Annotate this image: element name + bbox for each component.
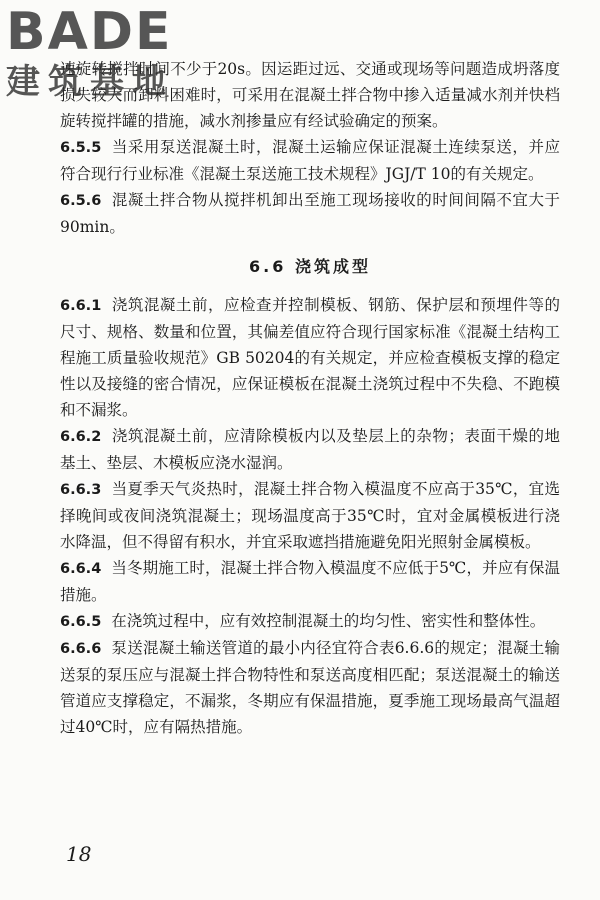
clause-number: 6.5.5: [60, 140, 102, 156]
clause-number: 6.6.3: [60, 482, 102, 498]
clause-6-5-5: [60, 134, 560, 187]
clause-text: 浇筑混凝土前，应检查并控制模板、钢筋、保护层和预埋件等的尺寸、规格、数量和位置，其偏差值应符合现行国家标准《混凝土结构工程施工质量验收规范》GB 50204的有关规定，并应检查模板支撑的稳定性以及接缝的密合情况，应保证模板在混凝土浇筑过程中不失稳、不跑模和不漏浆。: [60, 296, 560, 419]
clause-text: 当冬期施工时，混凝土拌合物入模温度不应低于5℃，并应有保温措施。: [60, 559, 560, 604]
clause-number: 6.5.6: [60, 193, 102, 209]
watermark-logo: [6, 4, 176, 114]
clause-6-6-6: [60, 635, 560, 740]
clause-6-6-4: [60, 555, 560, 608]
clause-6-6-5: [60, 608, 560, 635]
clause-text: 当夏季天气炎热时，混凝土拌合物入模温度不应高于35℃，宜选择晚间或夜间浇筑混凝土；现场温度高于35℃时，宜对金属模板进行浇水降温，但不得留有积水，并宜采取遮挡措施避免阳光照射金属模板。: [60, 480, 560, 551]
clause-text: 在浇筑过程中，应有效控制混凝土的均匀性、密实性和整体性。: [111, 612, 546, 630]
clause-text: 当采用泵送混凝土时，混凝土运输应保证混凝土连续泵送，并应符合现行行业标准《混凝土泵送施工技术规程》JGJ/T 10的有关规定。: [60, 138, 560, 183]
clause-6-6-2: [60, 423, 560, 476]
clause-text: 混凝土拌合物从搅拌机卸出至施工现场接收的时间间隔不宜大于90min。: [60, 191, 560, 236]
page-number: 18: [66, 842, 92, 866]
clause-number: 6.6.1: [60, 298, 102, 314]
clause-6-6-1: [60, 292, 560, 423]
clause-6-5-6: [60, 187, 560, 240]
clause-6-6-3: [60, 476, 560, 555]
clause-number: 6.6.2: [60, 429, 102, 445]
clause-number: 6.6.5: [60, 614, 102, 630]
clause-text: 浇筑混凝土前，应清除模板内以及垫层上的杂物；表面干燥的地基土、垫层、木模板应浇水湿润。: [60, 427, 560, 472]
clause-number: 6.6.6: [60, 641, 102, 657]
logo-wordmark: BADE: [6, 2, 173, 62]
clause-text: 泵送混凝土输送管道的最小内径宜符合表6.6.6的规定；混凝土输送泵的泵压应与混凝土拌合物特性和泵送高度相匹配；泵送混凝土的输送管道应支撑稳定，不漏浆，冬期应有保温措施，夏季施工现场最高气温超过40℃时，应有隔热措施。: [60, 639, 560, 736]
page-body: [60, 56, 560, 740]
logo-subtitle: 建筑基地: [6, 62, 174, 102]
paragraph-continuation: 速旋转搅拌时间不少于20s。因运距过远、交通或现场等问题造成坍落度损失较大而卸料困难时，可采用在混凝土拌合物中掺入适量减水剂并快档旋转搅拌罐的措施，减水剂掺量应有经试验确定的预案。: [60, 60, 560, 130]
section-title: 6.6 浇筑成型: [249, 257, 371, 276]
clause-number: 6.6.4: [60, 561, 102, 577]
